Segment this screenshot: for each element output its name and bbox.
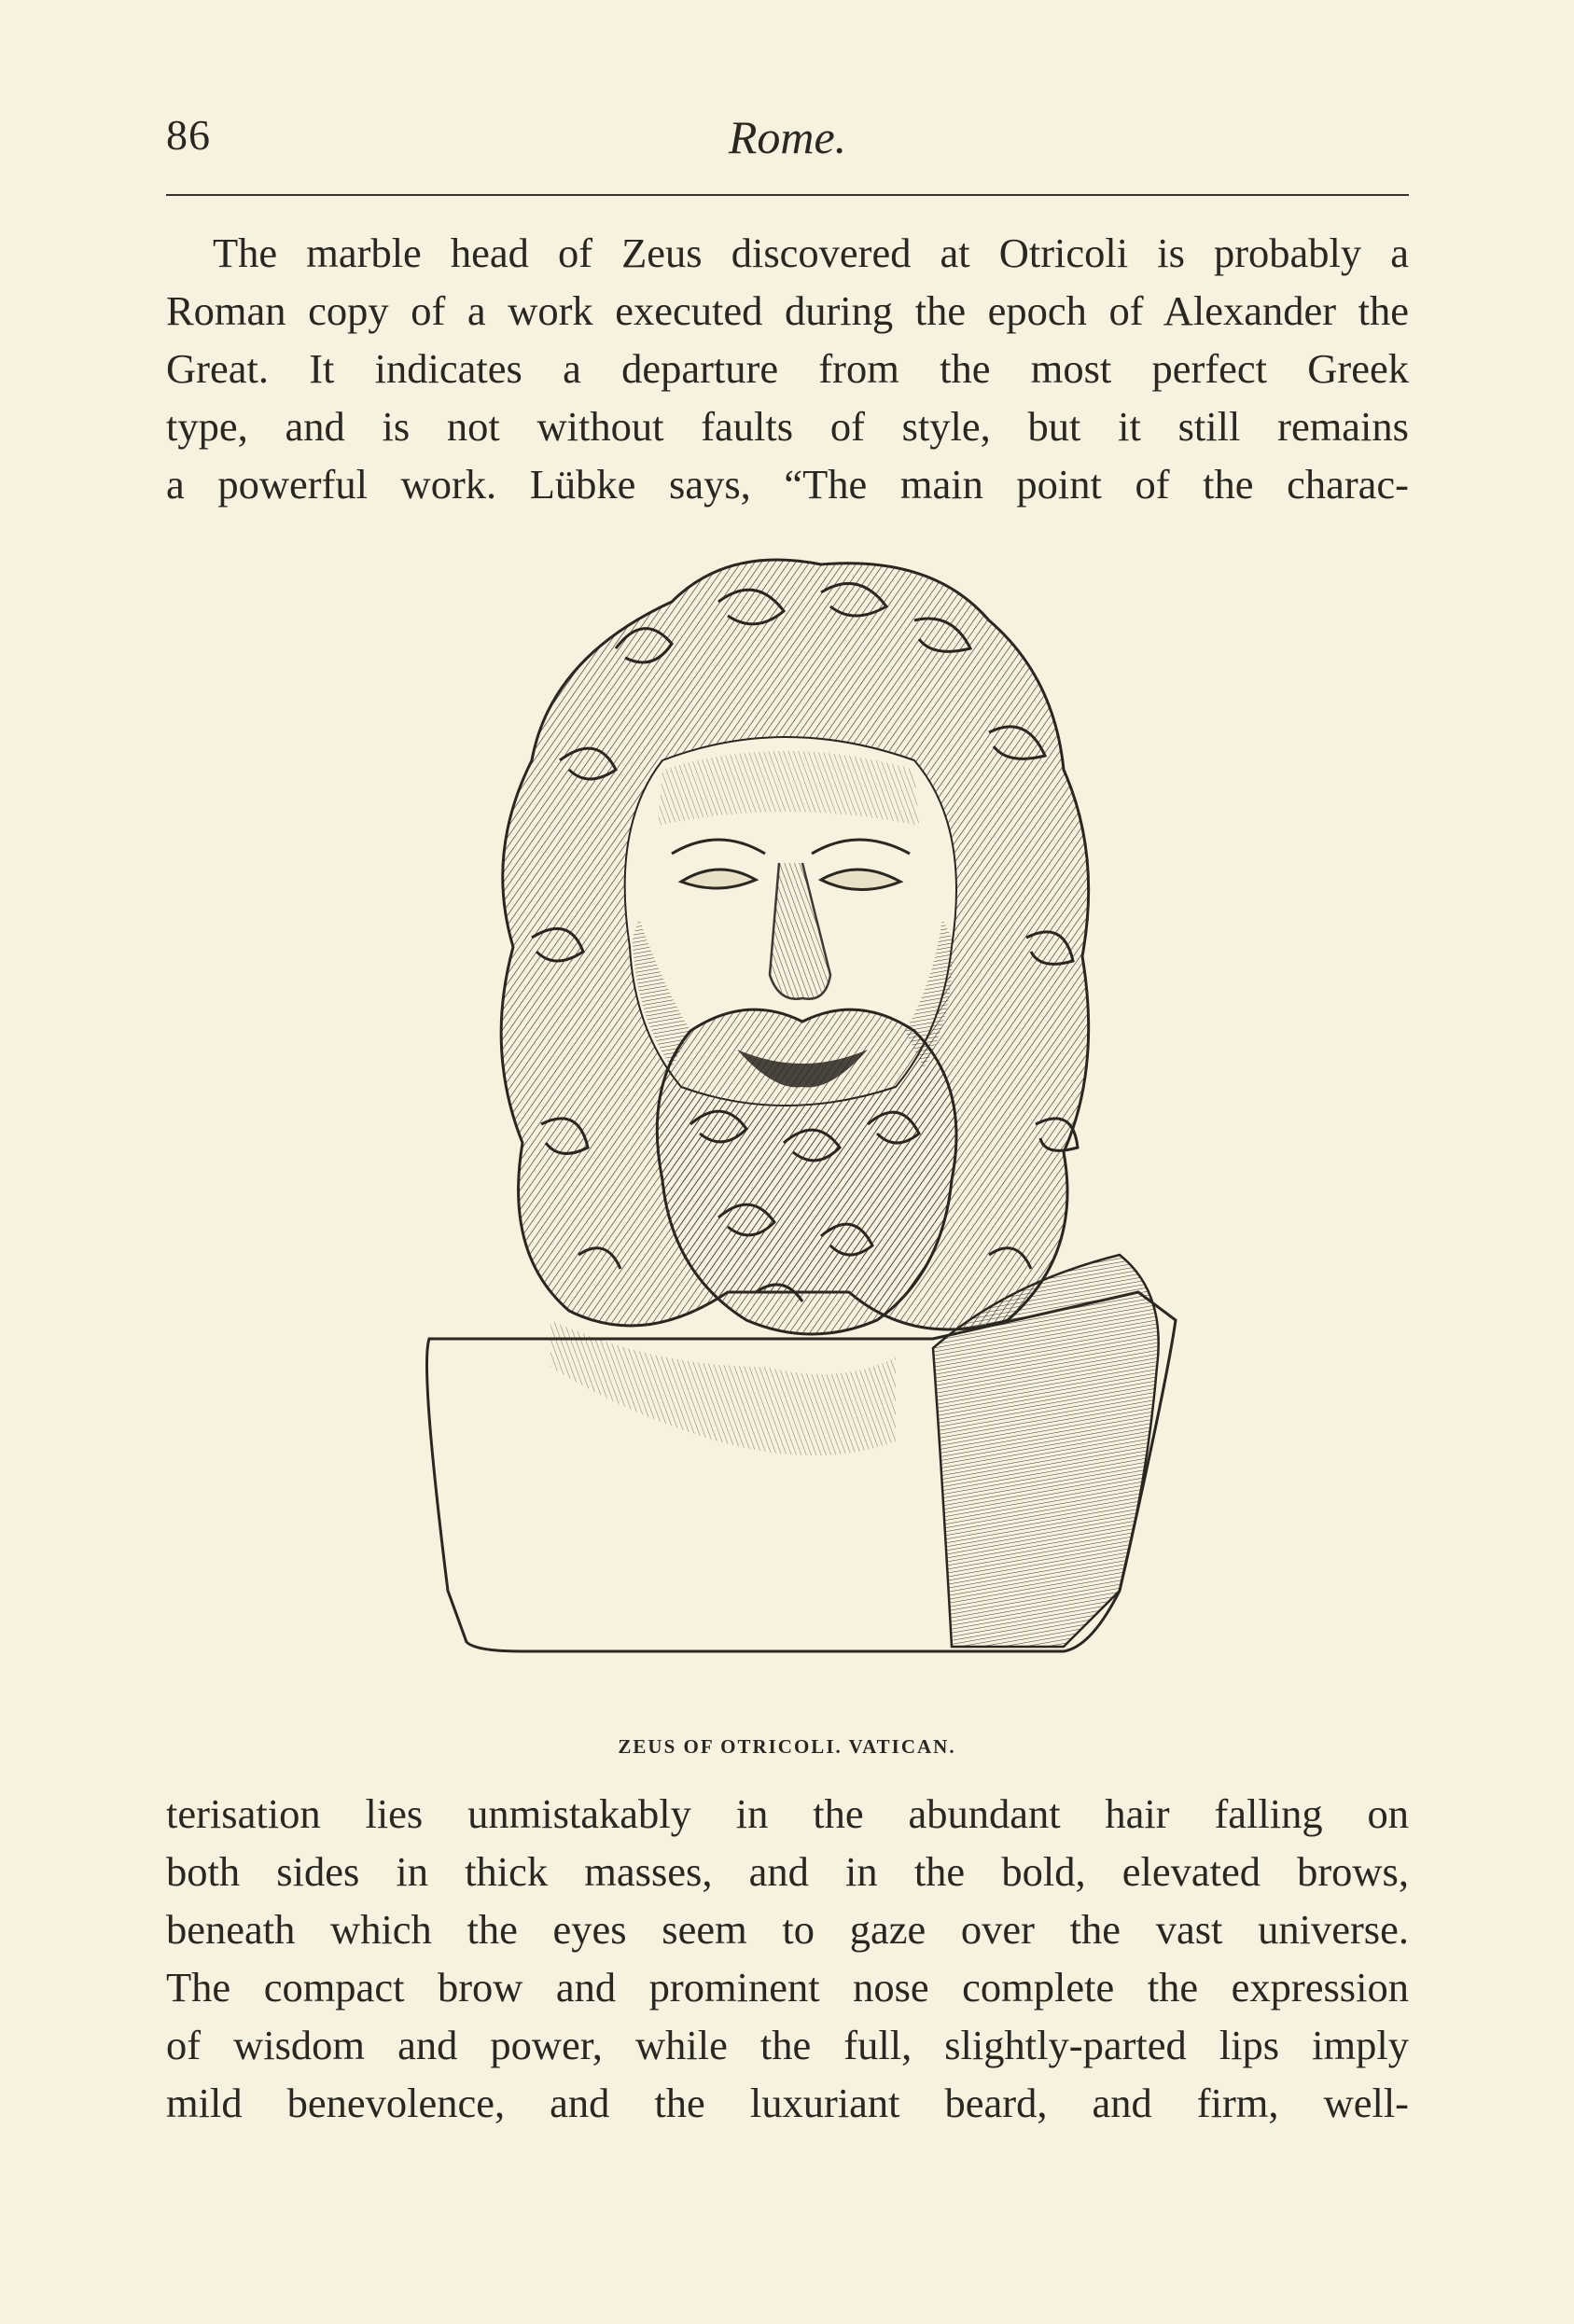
text-line: Great. It indicates a departure from the most perfect Greek [166,345,1409,392]
page-header [166,110,1409,175]
text-line: The marble head of Zeus discovered at Otricoli is probably a [213,230,1409,276]
text-line: terisation lies unmistakably in the abundant hair falling on [166,1790,1409,1837]
text-line: a powerful work. Lübke says, “The main point of the charac- [166,461,1409,508]
text-line: type, and is not without faults of style, but it still remains [166,403,1409,450]
text-line: both sides in thick masses, and in the bold, elevated brows, [166,1848,1409,1895]
paragraph-1 [166,224,1409,513]
running-head: Rome. [728,111,847,163]
paragraph-2 [166,1785,1409,2132]
text-line: beneath which the eyes seem to gaze over the vast universe. [166,1906,1409,1953]
text-line: Roman copy of a work executed during the epoch of Alexander the [166,287,1409,334]
header-rule [166,194,1409,196]
text-line: of wisdom and power, while the full, slightly-parted lips imply [166,2022,1409,2068]
zeus-bust-illustration [411,546,1194,1693]
page-number: 86 [166,111,211,159]
text-line: The compact brow and prominent nose complete the expression [166,1964,1409,2011]
figure-caption: ZEUS OF OTRICOLI. VATICAN. [618,1735,956,1758]
text-line: mild benevolence, and the luxuriant beard, and firm, well- [166,2080,1409,2126]
